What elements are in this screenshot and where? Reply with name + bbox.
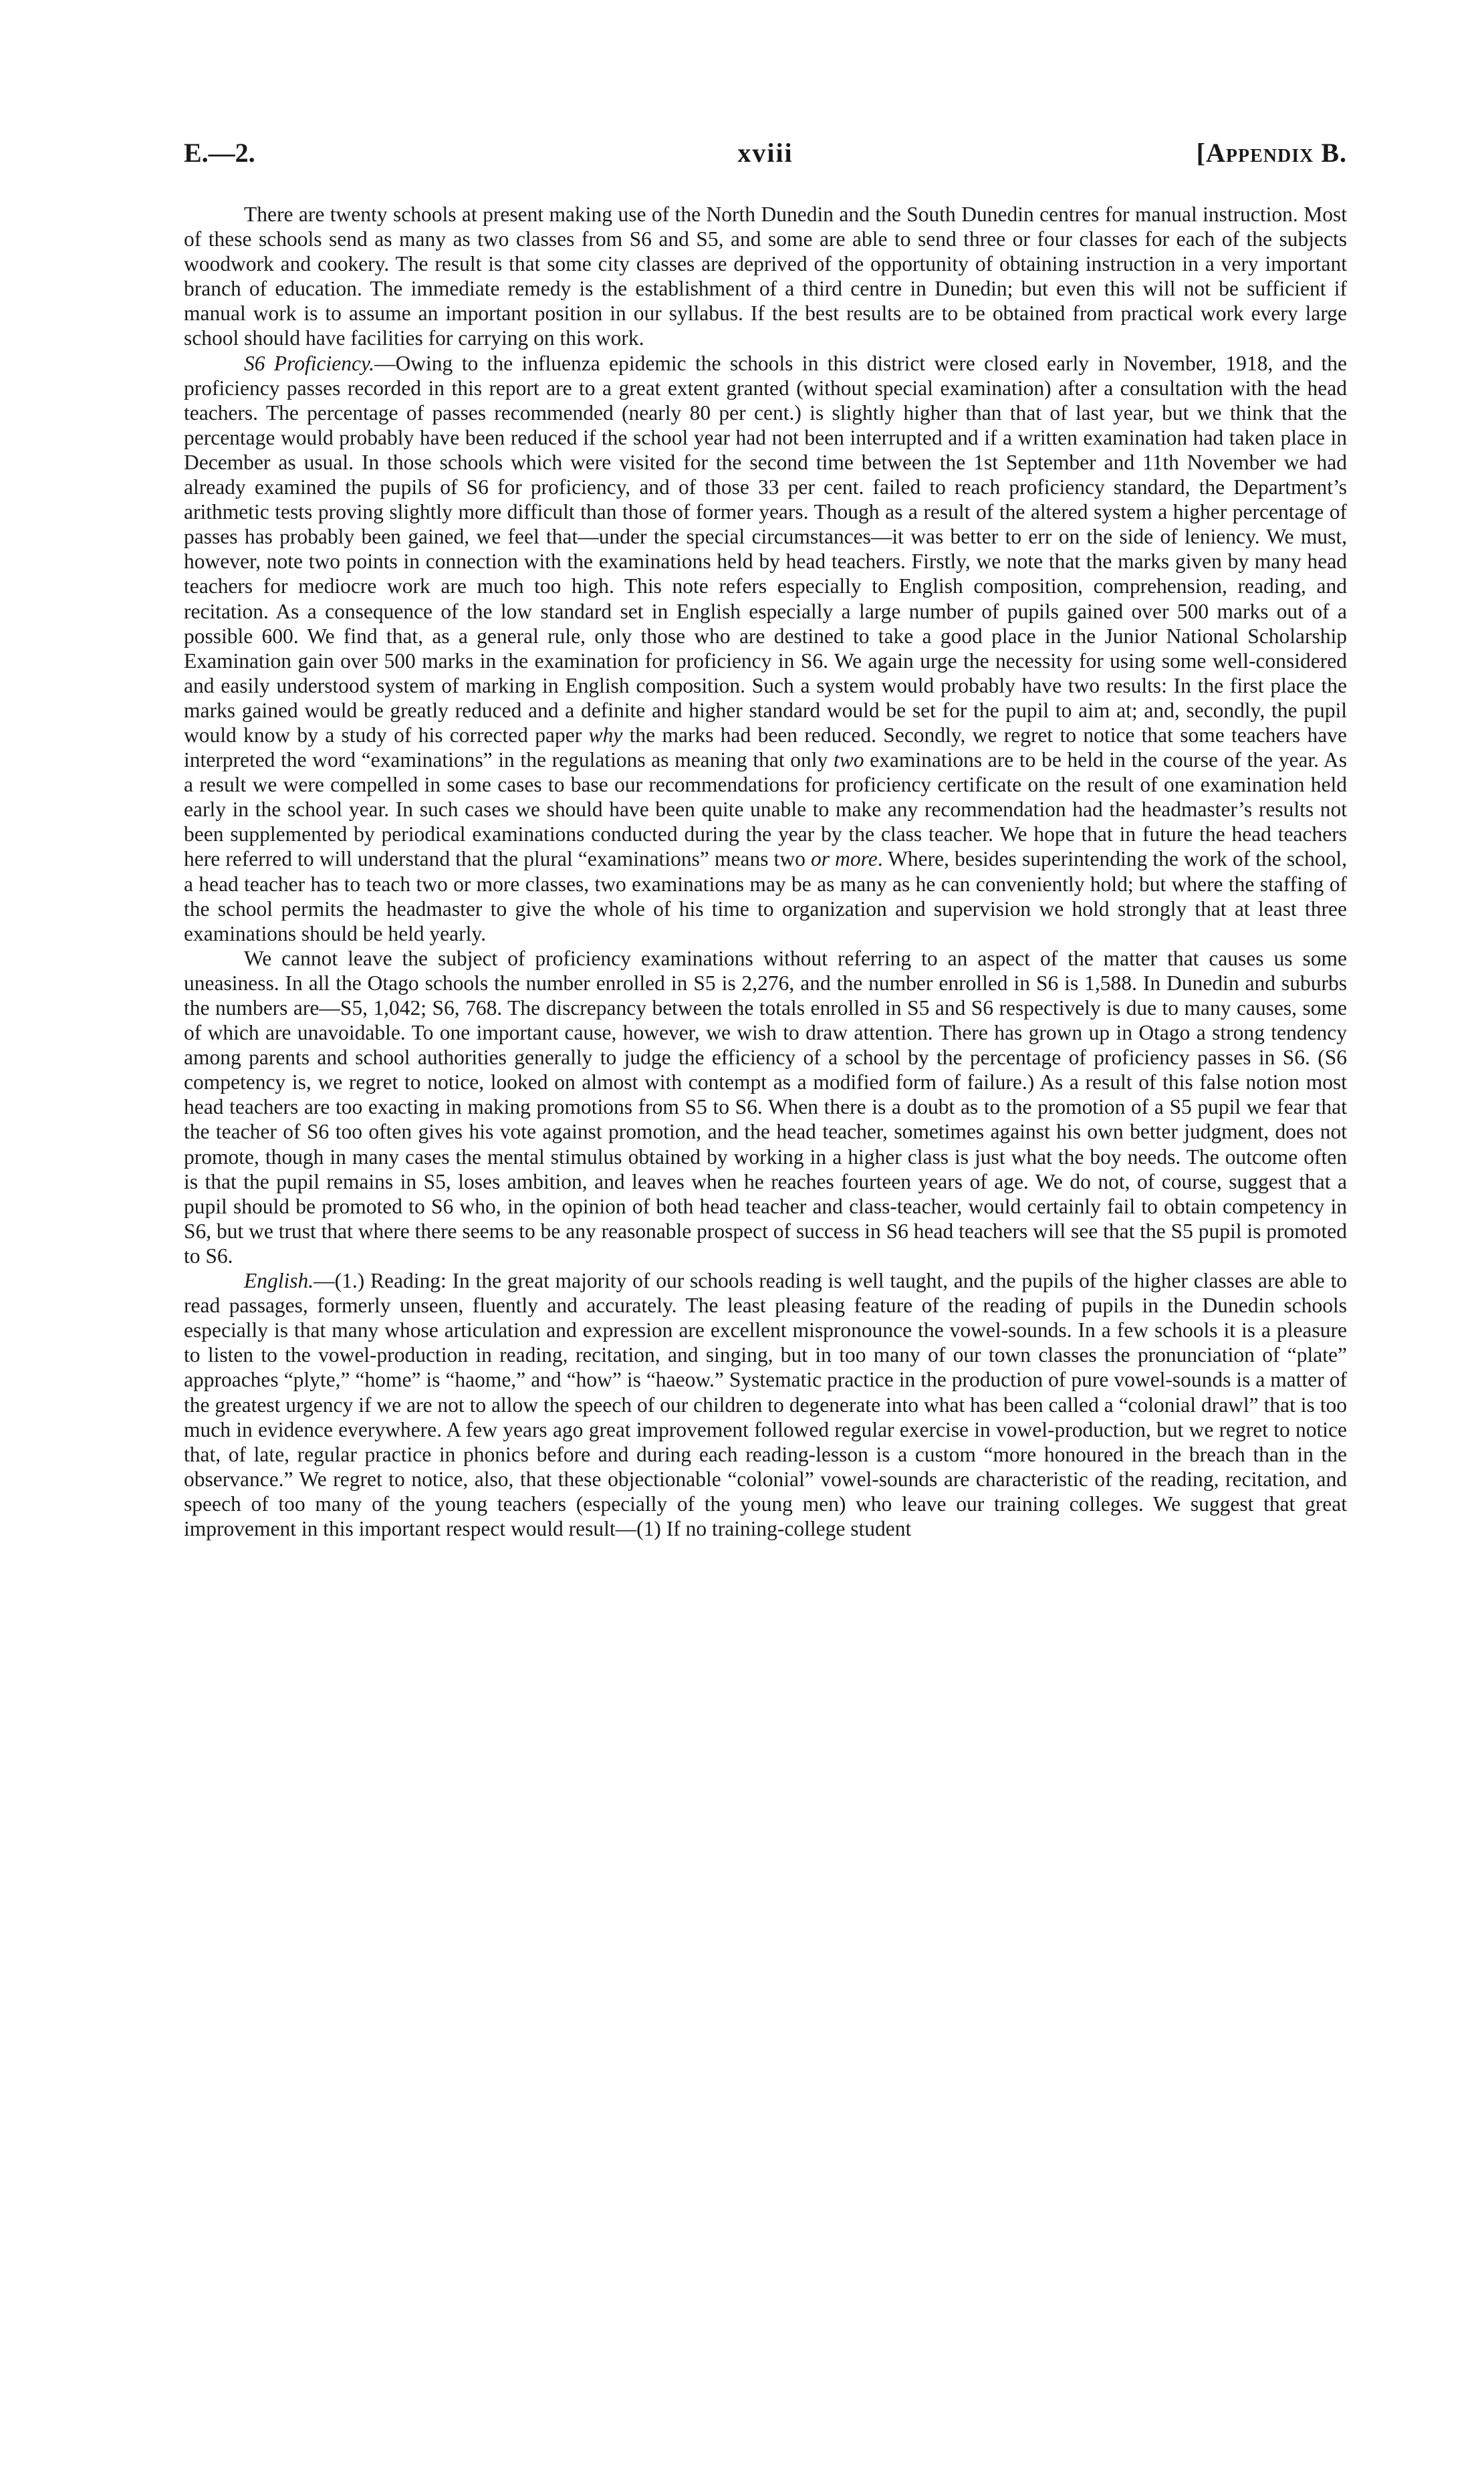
page-header [184,137,1347,184]
text-run: —(1.) Reading: In the great majority of our schools reading is well taught, and the pupils of the higher classes are able to read passages, formerly unseen, fluently and accurately. The least pleasing feature of the reading of pupils in the Dunedin schools especially is that many whose articulation and expression are excellent mispronounce the vowel-sounds. In a few schools it is a pleasure to listen to the vowel-production in reading, recitation, and singing, but in too many of our town classes the pronunciation of “plate” approaches “plyte,” “home” is “haome,” and “how” is “haeow.” Systematic practice in the production of pure vowel-sounds is a matter of the greatest urgency if we are not to allow the speech of our children to degenerate into what has been called a “colonial drawl” that is too much in evidence everywhere. A few years ago great improvement followed regular exercise in vowel-production, but we regret to notice that, of late, regular practice in phonics before and during each reading-lesson is a custom “more honoured in the breach than in the observance.” We regret to notice, also, that these objectionable “colonial” vowel-sounds are characteristic of the reading, recitation, and speech of too many of the young teachers (especially of the young men) who leave our training colleges. We suggest that great improvement in this important respect would result—(1) If no training-college student [184,1269,1347,1540]
section-heading: English. [244,1269,314,1293]
emphasis: two [833,748,864,772]
page-number: xviii [737,138,793,168]
body-text [184,202,1347,1541]
emphasis: or more [811,847,878,871]
emphasis: why [588,723,623,747]
paragraph-manual-instruction [184,202,1347,351]
text-run: —Owing to the influenza epidemic the schools in this district were closed early in November, 1918, and the proficiency passes recorded in this report are to a great extent granted (without special examination) after a consultation with the head teachers. The percentage of passes recommended (nearly 80 per cent.) is slightly higher than that of last year, but we think that the percentage would probably have been reduced if the school year had not been interrupted and if a written examination had taken place in December as usual. In those schools which were visited for the second time between the 1st September and 11th November we had already examined the pupils of S6 for proficiency, and of those 33 per cent. failed to reach proficiency standard, the Department’s arithmetic tests proving slightly more difficult than those of former years. Though as a result of the altered system a higher percentage of passes has probably been gained, we feel that—under the special circumstances—it was better to err on the side of leniency. We must, however, note two points in connection with the examinations held by head teachers. Firstly, we note that the marks given by many head teachers for mediocre work are much too high. This note refers especially to English composition, comprehension, reading, and recitation. As a consequence of the low standard set in English especially a large number of pupils gained over 500 marks out of a possible 600. We find that, as a general rule, only those who are destined to take a good place in the Junior National Scholarship Examination gain over 500 marks in the examination for proficiency in S6. We again urge the necessity for using some well-considered and easily understood system of marking in English composition. Such a system would probably have two results: In the first place the marks gained would be greatly reduced and a definite and higher standard would be set for the pupil to aim at; and, secondly, the pupil would know by a study of his corrected paper [184,351,1347,747]
paragraph-english [184,1268,1347,1541]
appendix-label: [Appendix B. [1196,138,1347,168]
text-run: . Where, besides superintending the work of the school, a head teacher has to teach two or more classes, two examinations may be as many as he can conveniently hold; but where the staffing of the school permits the headmaster to give the whole of his time to organization and supervision we hold strongly that at least three examinations should be held yearly. [184,847,1348,945]
paragraph-s6-proficiency [184,351,1347,946]
text-run: the marks had been reduced. Secondly, we regret to notice that some teachers have interpreted the word “examinations” in the regulations as meaning that only [184,723,1347,772]
text-run: There are twenty schools at present making use of the North Dunedin and the South Dunedin centres for manual instruction. Most of these schools send as many as two classes from S6 and S5, and some are able to send three or four classes for each of the subjects woodwork and cookery. The result is that some city classes are deprived of the opportunity of obtaining instruction in a very important branch of education. The immediate remedy is the establishment of a third centre in Dunedin; but even this will not be sufficient if manual work is to assume an important position in our syllabus. If the best results are to be obtained from practical work every large school should have facilities for carrying on this work. [184,203,1347,350]
text-run: We cannot leave the subject of proficiency examinations without referring to an aspect of the matter that causes us some uneasiness. In all the Otago schools the number enrolled in S5 is 2,276, and the number enrolled in S6 is 1,588. In Dunedin and suburbs the numbers are—S5, 1,042; S6, 768. The discrepancy between the totals enrolled in S5 and S6 respectively is due to many causes, some of which are unavoidable. To one important cause, however, we wish to draw attention. There has grown up in Otago a strong tendency among parents and school authorities generally to judge the efficiency of a school by the percentage of proficiency passes in S6. (S6 competency is, we regret to notice, looked on almost with contempt as a modified form of failure.) As a result of this false notion most head teachers are too exacting in making promotions from S5 to S6. When there is a doubt as to the promotion of a S5 pupil we fear that the teacher of S6 too often gives his vote against promotion, and the head teacher, sometimes against his own better judgment, does not promote, though in many cases the mental stimulus obtained by working in a higher class is just what the boy needs. The outcome often is that the pupil remains in S5, loses ambition, and leaves when he reaches fourteen years of age. We do not, of course, suggest that a pupil should be promoted to S6 who, in the opinion of both head teacher and class-teacher, would certainly fail to obtain competency in S6, but we trust that where there seems to be any reasonable prospect of success in S6 head teachers will see that the S5 pupil is promoted to S6. [184,946,1347,1268]
section-heading: S6 Proficiency. [244,351,375,375]
paragraph-promotion [184,946,1347,1268]
text-run: examinations are to be held in the course of the year. As a result we were compelled in some cases to base our recommendations for proficiency certificate on the result of one examination held early in the school year. In such cases we should have been quite unable to make any recommendation had the headmaster’s results not been supplemented by periodical examinations conducted during the year by the class teacher. We hope that in future the head teachers here referred to will understand that the plural “examinations” means two [184,748,1347,871]
report-code: E.—2. [184,138,255,168]
